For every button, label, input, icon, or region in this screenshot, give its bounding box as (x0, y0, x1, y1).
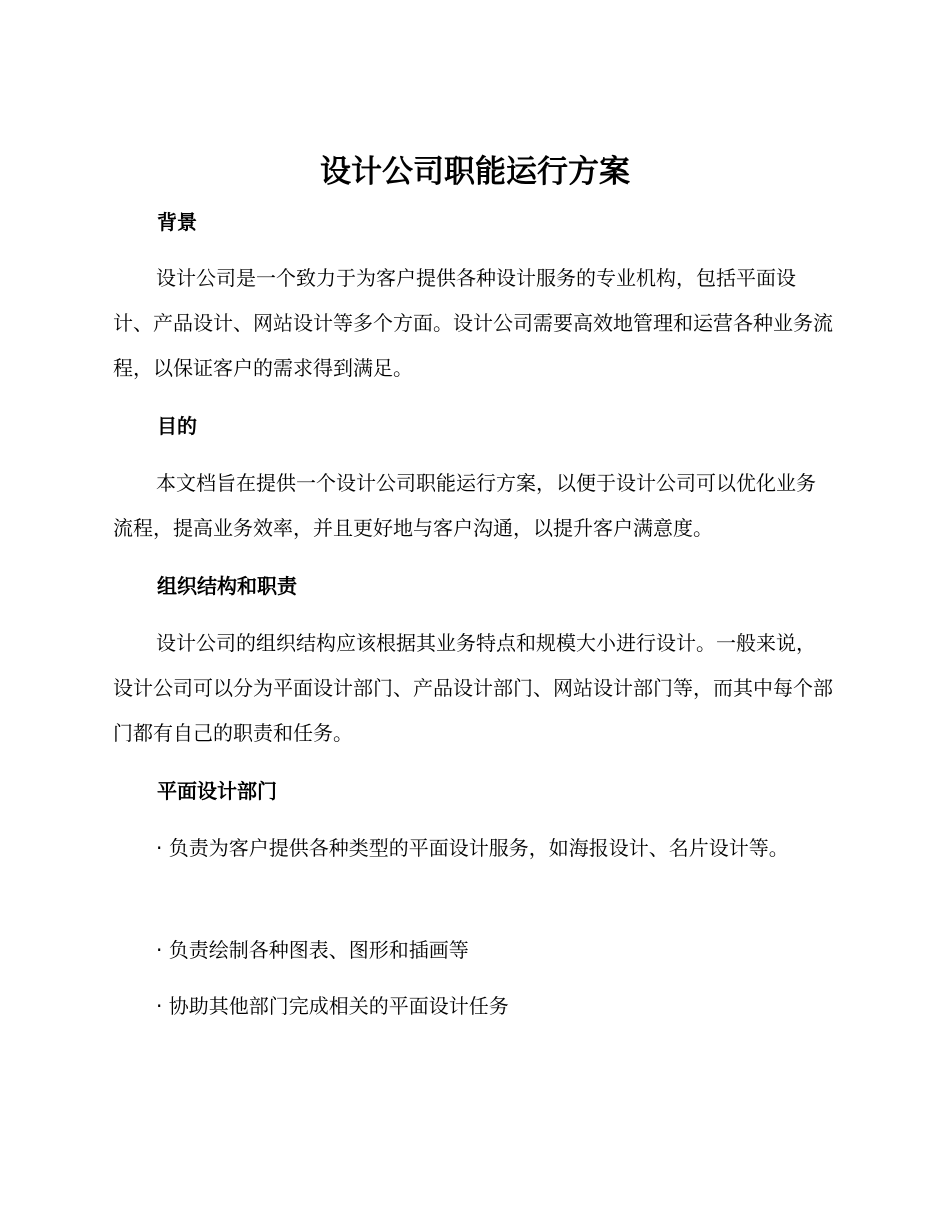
bullet-item-assist-other-depts: · 协助其他部门完成相关的平面设计任务 (156, 994, 509, 1018)
document-title: 设计公司职能运行方案 (320, 154, 630, 190)
paragraph-organization: 设计公司的组织结构应该根据其业务特点和规模大小进行设计。一般来说，设计公司可以分为平面设计部门、产品设计部门、网站设计部门等，而其中每个部门都有自己的职责和任务。 (113, 631, 833, 745)
section-heading-organization: 组织结构和职责 (157, 574, 297, 598)
paragraph-background: 设计公司是一个致力于为客户提供各种设计服务的专业机构，包括平面设计、产品设计、网站设计等多个方面。设计公司需要高效地管理和运营各种业务流程，以保证客户的需求得到满足。 (113, 266, 833, 380)
paragraph-purpose: 本文档旨在提供一个设计公司职能运行方案，以便于设计公司可以优化业务流程，提高业务效率，并且更好地与客户沟通，以提升客户满意度。 (113, 471, 816, 540)
bullet-item-charts-illustrations: · 负责绘制各种图表、图形和插画等 (156, 938, 469, 962)
bullet-item-graphic-design-services: · 负责为客户提供各种类型的平面设计服务，如海报设计、名片设计等。 (156, 836, 789, 860)
section-heading-graphic-design-dept: 平面设计部门 (157, 779, 277, 803)
section-heading-background: 背景 (157, 210, 197, 234)
section-heading-purpose: 目的 (157, 414, 197, 438)
